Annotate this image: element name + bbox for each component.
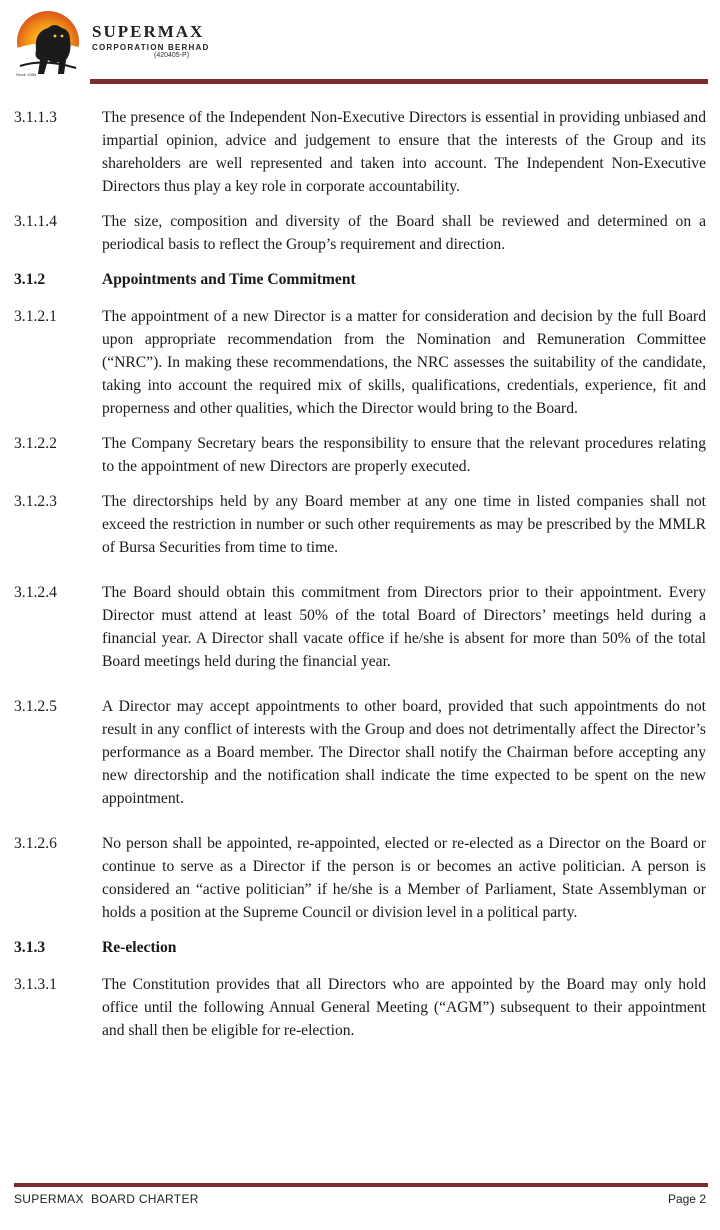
- clause-text: The Constitution provides that all Directors who are appointed by the Board may only hold office until the following Annual General Meeting (“AGM”) subsequent to their appointment and shall then be eligible for re-election.: [102, 976, 706, 1039]
- clause-text: The directorships held by any Board member at any one time in listed companies shall not exceed the restriction in number or such other requirements as may be prescribed by the MMLR of Bursa Securities from time to time.: [102, 493, 706, 556]
- section-heading-3-1-2: [14, 268, 706, 291]
- clause-3-1-2-4: [14, 581, 706, 673]
- page-header: [0, 0, 720, 90]
- clause-text: The Board should obtain this commitment from Directors prior to their appointment. Every Director must attend at least 50% of the total Board of Directors’ meetings held during a financial year. A Director shall vacate office if he/she is absent for more than 50% of the total Board meetings held during the financial year.: [102, 584, 706, 670]
- clause-3-1-1-3: [14, 106, 706, 198]
- clause-number: 3.1.1.4: [14, 213, 57, 230]
- clause-number: 3.1.2.2: [14, 435, 57, 452]
- clause-text: The appointment of a new Director is a matter for consideration and decision by the full Board upon appropriate recommendation from the Nomination and Remuneration Committee (“NRC”). In making these recommendations, the NRC assesses the suitability of the candidate, taking into account the required mix of skills, qualifications, credentials, experience, fit and properness and other qualities, which the Director would bring to the Board.: [102, 308, 706, 417]
- clause-number: 3.1.2.5: [14, 698, 57, 715]
- clause-3-1-2-1: [14, 305, 706, 420]
- footer-rule: [14, 1183, 708, 1187]
- logo-since-text: Since 1989: [16, 72, 37, 77]
- clause-3-1-2-5: [14, 695, 706, 810]
- clause-3-1-1-4: [14, 210, 706, 256]
- clause-3-1-2-6: [14, 832, 706, 924]
- clause-text: No person shall be appointed, re-appointed, elected or re-elected as a Director on the Board or continue to serve as a Director if the person is or becomes an active politician. A person is considered an “active politician” if he/she is a Member of Parliament, State Assemblyman or holds a position at the Supreme Council or division level in a political party.: [102, 835, 706, 921]
- clause-3-1-2-2: [14, 432, 706, 478]
- clause-text: The Company Secretary bears the responsibility to ensure that the relevant procedures relating to the appointment of new Directors are properly executed.: [102, 435, 706, 475]
- clause-text: The presence of the Independent Non-Executive Directors is essential in providing unbiased and impartial opinion, advice and judgement to ensure that the interests of the Group and its shareholders are well represented and taken into account. The Independent Non-Executive Directors thus play a key role in corporate accountability.: [102, 109, 706, 195]
- header-rule: [90, 79, 708, 84]
- document-body: [14, 106, 706, 1054]
- footer-document-title: SUPERMAX BOARD CHARTER: [14, 1192, 199, 1206]
- clause-3-1-2-3: [14, 490, 706, 559]
- supermax-panther-logo-icon: [14, 8, 90, 78]
- clause-text: A Director may accept appointments to other board, provided that such appointments do not result in any conflict of interests with the Group and does not detrimentally affect the Director’s performance as a Board member. The Director shall notify the Chairman before accepting any new directorship and the notification shall indicate the time expected to be spent on the new appointment.: [102, 698, 706, 807]
- footer-page-number: Page 2: [667, 1192, 706, 1206]
- brand-subtitle: CORPORATION BERHAD: [92, 43, 210, 52]
- section-heading-3-1-3: [14, 936, 706, 959]
- clause-3-1-3-1: [14, 973, 706, 1042]
- section-number: 3.1.2: [14, 271, 46, 288]
- clause-text: The size, composition and diversity of the Board shall be reviewed and determined on a periodical basis to reflect the Group’s requirement and direction.: [102, 213, 706, 253]
- section-number: 3.1.3: [14, 939, 46, 956]
- clause-number: 3.1.2.6: [14, 835, 57, 852]
- clause-number: 3.1.3.1: [14, 976, 57, 993]
- clause-number: 3.1.2.4: [14, 584, 57, 601]
- clause-number: 3.1.2.3: [14, 493, 57, 510]
- clause-number: 3.1.2.1: [14, 308, 57, 325]
- section-title: Appointments and Time Commitment: [102, 271, 356, 288]
- brand-registration: (420405-P): [154, 52, 190, 59]
- brand-block: [92, 22, 209, 59]
- clause-number: 3.1.1.3: [14, 109, 57, 126]
- brand-name: SUPERMAX: [92, 22, 205, 41]
- section-title: Re-election: [102, 939, 177, 956]
